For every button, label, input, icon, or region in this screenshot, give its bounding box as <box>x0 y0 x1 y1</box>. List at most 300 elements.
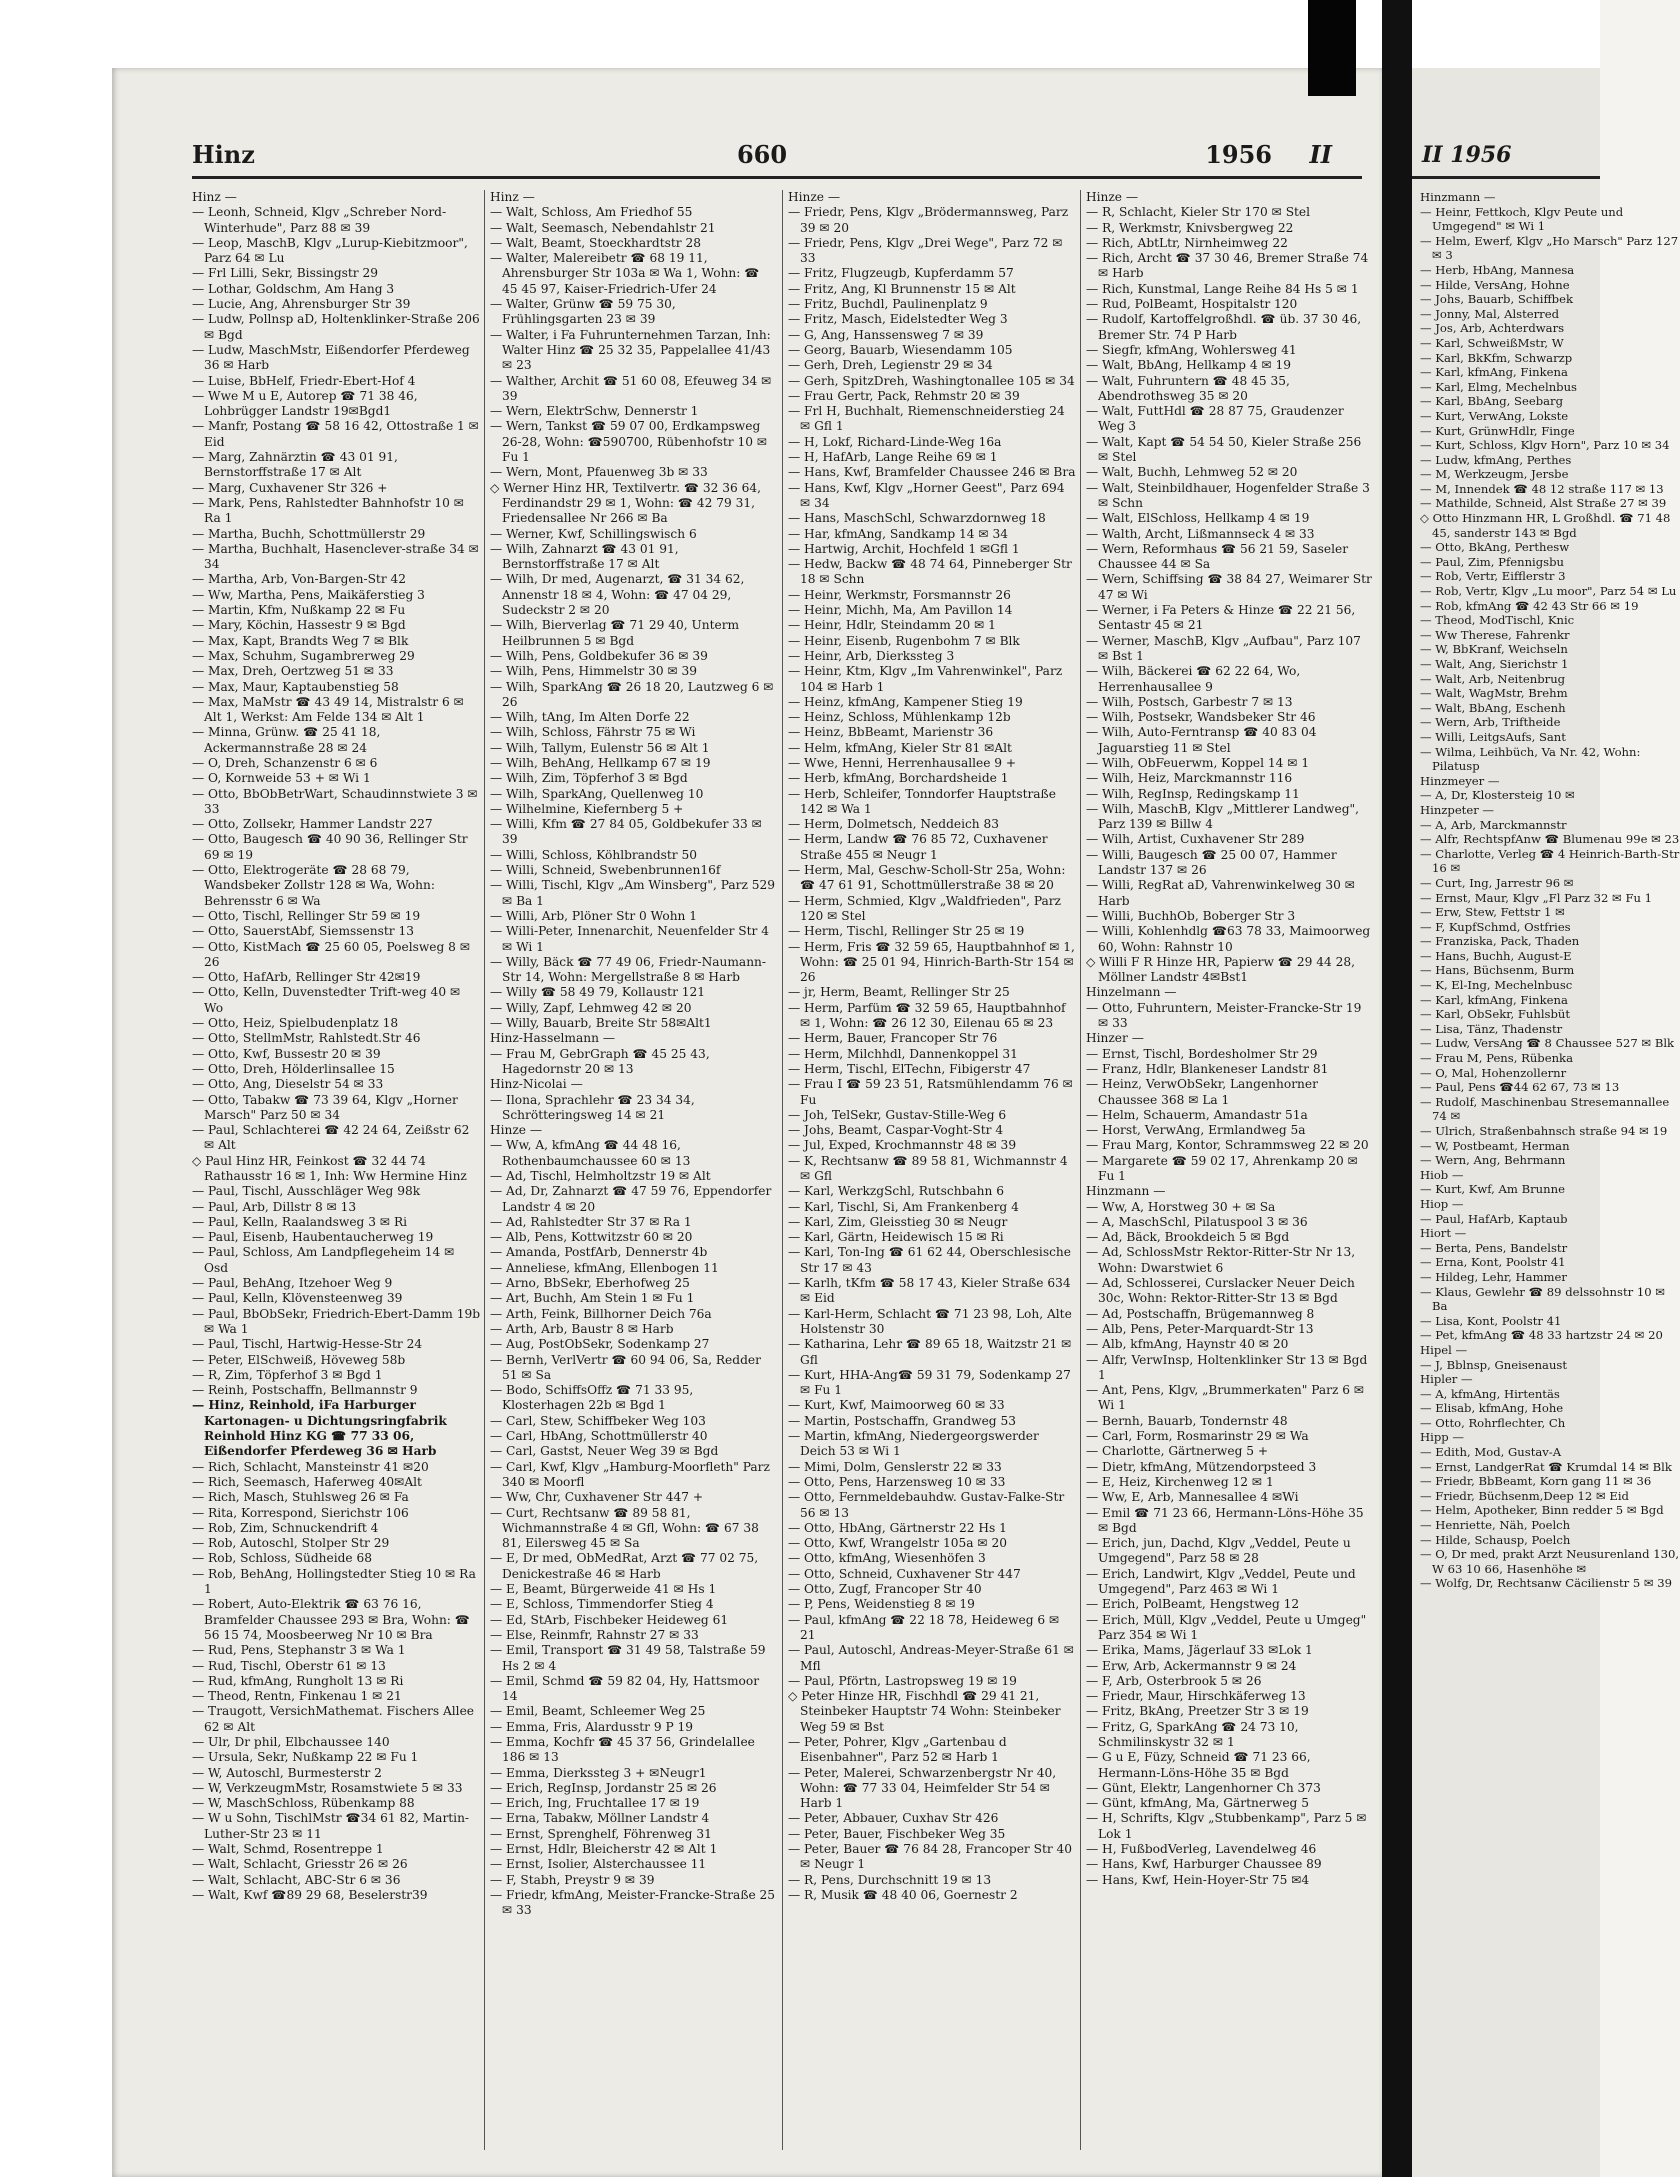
directory-entry: — Wilh, tAng, Im Alten Dorfe 22 <box>490 710 690 725</box>
directory-entry: — Elisab, kfmAng, Hohe <box>1420 1401 1564 1416</box>
directory-entry: — O, Kornweide 53 + ✉ Wi 1 <box>192 771 371 786</box>
directory-entry: — Fritz, Flugzeugb, Kupferdamm 57 <box>788 266 1014 281</box>
registration-mark <box>1308 0 1356 96</box>
directory-entry: — Walther, Archit ☎ 51 60 08, Efeuweg 34 ✉ 39 <box>490 373 772 403</box>
surname-heading: Hipler — <box>1420 1372 1473 1387</box>
directory-entry: — Minna, Grünw. ☎ 25 41 18, Ackermannstraße 28 ✉ 24 <box>192 725 381 755</box>
directory-entry: — Marg, Zahnärztin ☎ 43 01 91, Bernstorffstraße 17 ✉ Alt <box>192 450 398 480</box>
directory-entry: — Walt, Schloss, Am Friedhof 55 <box>490 205 693 220</box>
directory-entry: — Walt, FuttHdl ☎ 28 87 75, Graudenzer Weg 3 <box>1086 404 1344 434</box>
directory-entry: — Heinr, Werkmstr, Forsmannstr 26 <box>788 587 1011 602</box>
directory-entry: — Karl, kfmAng, Finkena <box>1420 365 1568 380</box>
directory-entry: — Carl, Kwf, Klgv „Hamburg-Moorfleth" Parz 340 ✉ Moorfl <box>490 1459 770 1489</box>
surname-heading: Hinze — <box>788 190 841 204</box>
directory-entry: — Karl, Elmg, Mechelnbus <box>1420 379 1577 394</box>
directory-entry: — Hartwig, Archit, Hochfeld 1 ✉Gfl 1 <box>788 541 1020 556</box>
directory-entry: — Paul, Kelln, Klövensteenweg 39 <box>192 1291 403 1306</box>
directory-entry: — Har, kfmAng, Sandkamp 14 ✉ 34 <box>788 526 1008 541</box>
directory-entry: — Leop, MaschB, Klgv „Lurup-Kiebitzmoor", Parz 64 ✉ Lu <box>192 235 468 266</box>
directory-entry: — Otto, SauerstAbf, Siemssenstr 13 <box>192 924 414 939</box>
directory-entry: — Kurt, Kwf, Maimoorweg 60 ✉ 33 <box>788 1398 1005 1413</box>
directory-entry: — Otto, Zollsekr, Hammer Landstr 227 <box>192 817 433 832</box>
directory-entry: — Emil, Beamt, Schleemer Weg 25 <box>490 1704 706 1719</box>
directory-entry: — Margarete ☎ 59 02 17, Ahrenkamp 20 ✉ Fu 1 <box>1086 1153 1358 1183</box>
directory-entry: — Erna, Kont, Poolstr 41 <box>1420 1255 1566 1270</box>
directory-entry: — Ludw, MaschMstr, Eißendorfer Pferdeweg 36 ✉ Harb <box>192 342 470 373</box>
directory-entry: — Ww, A, Horstweg 30 + ✉ Sa <box>1086 1199 1276 1214</box>
directory-entry: — Ad, Bäck, Brookdeich 5 ✉ Bgd <box>1086 1230 1290 1245</box>
directory-entry: — Otto, kfmAng, Wiesenhöfen 3 <box>788 1551 986 1566</box>
directory-entry: — Walt, Schlacht, ABC-Str 6 ✉ 36 <box>192 1872 401 1887</box>
directory-entry: — Walt, ElSchloss, Hellkamp 4 ✉ 19 <box>1086 511 1310 526</box>
directory-entry: — Emma, Fris, Alardusstr 9 P 19 <box>490 1719 694 1734</box>
directory-entry: — Max, Schuhm, Sugambrerweg 29 <box>192 648 415 663</box>
directory-entry: — Friedr, Pens, Klgv „Brödermannsweg, Parz 39 ✉ 20 <box>788 205 1069 235</box>
directory-entry: — Frau M, GebrGraph ☎ 45 25 43, Hagedornstr 20 ✉ 13 <box>490 1046 710 1076</box>
scan-background-left <box>0 0 112 2177</box>
directory-entry: — Theod, ModTischl, Knic <box>1420 613 1575 628</box>
directory-entry: — Herm, Parfüm ☎ 32 59 65, Hauptbahnhof ✉ 1, Wohn: ☎ 26 12 30, Eilenau 65 ✉ 23 <box>788 1000 1066 1031</box>
directory-entry: — Wilh, Bäckerei ☎ 62 22 64, Wo, Herrenhausallee 9 <box>1086 664 1301 694</box>
surname-heading: Hiob — <box>1420 1167 1464 1182</box>
directory-entry: — Helm, kfmAng, Kieler Str 81 ✉Alt <box>788 740 1012 755</box>
directory-entry: — Peter, Abbauer, Cuxhav Str 426 <box>788 1811 999 1826</box>
directory-entry: — Wilh, Pens, Himmelstr 30 ✉ 39 <box>490 664 698 679</box>
directory-entry: — Karl, BkKfm, Schwarzp <box>1420 350 1573 365</box>
directory-entry: — Fritz, Ang, Kl Brunnenstr 15 ✉ Alt <box>788 281 1016 296</box>
directory-entry: — Willy ☎ 58 49 79, Kollaustr 121 <box>490 985 706 1000</box>
directory-entry: — Jul, Exped, Krochmannstr 48 ✉ 39 <box>788 1138 1017 1153</box>
directory-entry: — R, Musik ☎ 48 40 06, Goernestr 2 <box>788 1887 1018 1902</box>
adjacent-column <box>1420 190 1680 1591</box>
directory-entry: — Karl, kfmAng, Finkena <box>1420 992 1568 1007</box>
directory-entry: — Willi-Peter, Innenarchit, Neuenfelder Str 4 ✉ Wi 1 <box>490 924 770 954</box>
directory-entry: — Mimi, Dolm, Genslerstr 22 ✉ 33 <box>788 1459 1002 1474</box>
directory-entry: — Otto, KistMach ☎ 25 60 05, Poelsweg 8 ✉ 26 <box>192 939 471 969</box>
directory-entry: — Carl, Form, Rosmarinstr 29 ✉ Wa <box>1086 1429 1309 1444</box>
adjacent-header-rule <box>1412 176 1600 179</box>
directory-entry: — Herm, Bauer, Francoper Str 76 <box>788 1031 998 1046</box>
directory-entry: — Max, MaMstr ☎ 43 49 14, Mistralstr 6 ✉ Alt 1, Werkst: Am Felde 134 ✉ Alt 1 <box>192 694 464 725</box>
directory-entry: — Fritz, G, SparkAng ☎ 24 73 10, Schmilinskystr 32 ✉ 1 <box>1086 1719 1299 1749</box>
directory-entry: — Wern, ElektrSchw, Dennerstr 1 <box>490 404 699 419</box>
directory-entry: — Ludw, VersAng ☎ 8 Chaussee 527 ✉ Blk <box>1420 1036 1675 1051</box>
directory-entry: — W, BbKranf, Weichseln <box>1420 642 1568 657</box>
directory-entry: — Joh, TelSekr, Gustav-Stille-Weg 6 <box>788 1107 1007 1122</box>
directory-entry: — F, KupfSchmd, Ostfries <box>1420 919 1571 934</box>
directory-entry: — Ernst, Hdlr, Bleicherstr 42 ✉ Alt 1 <box>490 1842 718 1857</box>
directory-entry: — Emil ☎ 71 23 66, Hermann-Löns-Höhe 35 ✉ Bgd <box>1086 1505 1364 1535</box>
page-volume: II <box>1309 140 1332 169</box>
directory-entry: — Heinr, Hdlr, Steindamm 20 ✉ 1 <box>788 618 996 633</box>
directory-entry: — jr, Herm, Beamt, Rellinger Str 25 <box>788 985 1010 1000</box>
directory-entry: — Wilh, BehAng, Hellkamp 67 ✉ 19 <box>490 755 711 770</box>
directory-entry: — Otto, Fuhruntern, Meister-Francke-Str 19 ✉ 33 <box>1086 1000 1362 1031</box>
directory-entry: — Edith, Mod, Gustav-A <box>1420 1445 1562 1460</box>
directory-entry: — Willy, Bäck ☎ 77 49 06, Friedr-Naumann-Str 14, Wohn: Mergellstraße 8 ✉ Harb <box>490 954 767 985</box>
directory-entry: — Wilh, Artist, Cuxhavener Str 289 <box>1086 832 1305 847</box>
directory-entry: — Walt, Schmd, Rosentreppe 1 <box>192 1842 384 1857</box>
directory-entry: — Wern, Arb, Triftheide <box>1420 715 1561 730</box>
directory-entry: — Wilh, Tallym, Eulenstr 56 ✉ Alt 1 <box>490 740 710 755</box>
directory-entry: — Hans, Kwf, Klgv „Horner Geest", Parz 694 ✉ 34 <box>788 480 1065 510</box>
directory-entry: — Walt, Seemasch, Nebendahlstr 21 <box>490 220 716 235</box>
directory-entry: — Otto, Kelln, Duvenstedter Trift-weg 40 ✉ Wo <box>192 985 461 1015</box>
directory-entry: — Rudolf, Kartoffelgroßhdl. ☎ üb. 37 30 46, Bremer Str. 74 P Harb <box>1086 312 1362 342</box>
directory-entry: — Bodo, SchiffsOffz ☎ 71 33 95, Klosterhagen 22b ✉ Bgd 1 <box>490 1383 694 1413</box>
directory-entry: — Paul, Eisenb, Haubentaucherweg 19 <box>192 1230 434 1245</box>
directory-entry: — Paul, Kelln, Raalandsweg 3 ✉ Ri <box>192 1214 408 1229</box>
directory-entry: — Willi, Arb, Plöner Str 0 Wohn 1 <box>490 908 698 923</box>
directory-entry: — Martin, kfmAng, Niedergeorgswerder Deich 53 ✉ Wi 1 <box>788 1429 1039 1459</box>
directory-entry: — Alb, kfmAng, Haynstr 40 ✉ 20 <box>1086 1337 1289 1352</box>
directory-entry: — Wern, Mont, Pfauenweg 3b ✉ 33 <box>490 465 708 480</box>
surname-heading: Hinzmann — <box>1086 1184 1166 1199</box>
directory-entry: — Wilh, SparkAng ☎ 26 18 20, Lautzweg 6 ✉ 26 <box>490 679 774 709</box>
directory-entry: — J, Bblnsp, Gneisenaust <box>1420 1357 1568 1372</box>
directory-entry: — Hans, Kwf, Bramfelder Chaussee 246 ✉ Bra <box>788 465 1076 480</box>
directory-entry: — Emil, Transport ☎ 31 49 58, Talstraße 59 Hs 2 ✉ 4 <box>490 1643 766 1673</box>
directory-entry: — Hans, Kwf, Harburger Chaussee 89 <box>1086 1857 1322 1872</box>
directory-entry: — Walt, Schlacht, Griesstr 26 ✉ 26 <box>192 1857 408 1872</box>
adjacent-page <box>1412 68 1680 2177</box>
directory-entry: — Lucie, Ang, Ahrensburger Str 39 <box>192 297 411 312</box>
directory-entry: — Friedr, Maur, Hirschkäferweg 13 <box>1086 1689 1306 1704</box>
directory-entry: — Heinz, VerwObSekr, Langenhorner Chaussee 368 ✉ La 1 <box>1086 1077 1318 1107</box>
directory-entry: — Herm, Tischl, ElTechn, Fibigerstr 47 <box>788 1061 1031 1076</box>
directory-entry: — Otto, Fernmeldebauhdw. Gustav-Falke-Str 56 ✉ 13 <box>788 1490 1065 1520</box>
directory-entry: — Wern, Reformhaus ☎ 56 21 59, Saseler Chaussee 44 ✉ Sa <box>1086 541 1349 572</box>
directory-entry: — Karl, SchweißMstr, W <box>1420 335 1564 350</box>
directory-entry: — Amanda, PostfArb, Dennerstr 4b <box>490 1245 708 1260</box>
directory-entry: — Hans, MaschSchl, Schwarzdornweg 18 <box>788 511 1046 526</box>
directory-entry: — Werner, MaschB, Klgv „Aufbau", Parz 107 ✉ Bst 1 <box>1086 633 1361 663</box>
directory-entry: — Helm, Schauerm, Amandastr 51a <box>1086 1107 1308 1122</box>
directory-entry: — Peter, Malerei, Schwarzenbergstr Nr 40, Wohn: ☎ 77 33 04, Heimfelder Str 54 ✉ Harb 1 <box>788 1765 1057 1811</box>
directory-entry: — K, Rechtsanw ☎ 89 58 81, Wichmannstr 4 ✉ Gfl <box>788 1153 1068 1183</box>
directory-entry: — Dietr, kfmAng, Mützendorpsteed 3 <box>1086 1459 1317 1474</box>
directory-entry: — Ludw, Pollnsp aD, Holtenklinker-Straße 206 ✉ Bgd <box>192 312 480 342</box>
directory-entry: — Hilde, Schausp, Poelch <box>1420 1532 1571 1547</box>
directory-entry: — Arth, Arb, Baustr 8 ✉ Harb <box>490 1321 674 1336</box>
directory-entry: — Otto, BkAng, Perthesw <box>1420 540 1570 555</box>
directory-entry: — Fritz, Masch, Eidelstedter Weg 3 <box>788 312 1008 327</box>
column-divider <box>484 190 485 2150</box>
directory-entry: — Paul, Autoschl, Andreas-Meyer-Straße 61 ✉ Mfl <box>788 1643 1074 1673</box>
directory-entry: ◇ Willi F R Hinze HR, Papierw ☎ 29 44 28, Möllner Landstr 4✉Bst1 <box>1086 954 1356 985</box>
directory-entry: ◇ Otto Hinzmann HR, L Großhdl. ☎ 71 48 45, sanderstr 143 ✉ Bgd <box>1420 511 1671 540</box>
directory-entry: — Katharina, Lehr ☎ 89 65 18, Waitzstr 21 ✉ Gfl <box>788 1337 1072 1367</box>
directory-entry: — Wilma, Leihbüch, Va Nr. 42, Wohn: Pilatusp <box>1420 744 1641 774</box>
directory-entry: — Bernh, Bauarb, Tondernstr 48 <box>1086 1413 1288 1428</box>
directory-entry: — Wilh, Dr med, Augenarzt, ☎ 31 34 62, Annenstr 18 ✉ 4, Wohn: ☎ 47 04 29, Sudeckstr 2 ✉ 20 <box>490 572 745 618</box>
directory-entry: — Otto, Dreh, Hölderlinsallee 15 <box>192 1061 395 1076</box>
directory-entry: — Willi, Kohlenhdlg ☎63 78 33, Maimoorweg 60, Wohn: Rahnstr 10 <box>1086 924 1371 954</box>
directory-entry: — Klaus, Gewlehr ☎ 89 delssohnstr 10 ✉ Ba <box>1420 1284 1666 1314</box>
directory-entry: — Rich, Archt ☎ 37 30 46, Bremer Straße 74 ✉ Harb <box>1086 251 1369 281</box>
directory-entry: — Heinz, Schloss, Mühlenkamp 12b <box>788 710 1011 725</box>
directory-entry: — Otto, Pens, Harzensweg 10 ✉ 33 <box>788 1474 1006 1489</box>
directory-entry: — Herm, Tischl, Rellinger Str 25 ✉ 19 <box>788 924 1025 939</box>
directory-entry: — Otto, HbAng, Gärtnerstr 22 Hs 1 <box>788 1520 1007 1535</box>
directory-entry: — Lothar, Goldschm, Am Hang 3 <box>192 281 395 296</box>
directory-entry: — M, Werkzeugm, Jersbe <box>1420 467 1569 482</box>
directory-entry: — Ad, Dr, Zahnarzt ☎ 47 59 76, Eppendorfer Landstr 4 ✉ 20 <box>490 1184 772 1214</box>
directory-entry: — Rich, Seemasch, Haferweg 40✉Alt <box>192 1474 422 1489</box>
directory-entry: — Ernst, Sprenghelf, Föhrenweg 31 <box>490 1826 712 1841</box>
directory-entry: — Erich, Ing, Fruchtallee 17 ✉ 19 <box>490 1796 700 1811</box>
directory-entry: — R, Pens, Durchschnitt 19 ✉ 13 <box>788 1872 992 1887</box>
directory-entry: — Paul, Schlachterei ☎ 42 24 64, Zeißstr 62 ✉ Alt <box>192 1123 470 1153</box>
surname-heading: Hipel — <box>1420 1342 1468 1357</box>
directory-entry: — Herb, kfmAng, Borchardsheide 1 <box>788 771 1009 786</box>
directory-entry: — Otto, Rohrflechter, Ch <box>1420 1415 1566 1430</box>
directory-entry: — Max, Kapt, Brandts Weg 7 ✉ Blk <box>192 633 409 648</box>
directory-entry: — Herm, Fris ☎ 32 59 65, Hauptbahnhof ✉ 1, Wohn: ☎ 25 01 94, Hinrich-Barth-Str 154 ✉ 26 <box>788 939 1075 985</box>
directory-entry: — Otto, StellmMstr, Rahlstedt.Str 46 <box>192 1031 421 1046</box>
directory-entry: — Fritz, BkAng, Preetzer Str 3 ✉ 19 <box>1086 1704 1309 1719</box>
directory-entry: — Paul, HafArb, Kaptaub <box>1420 1211 1568 1226</box>
directory-entry: — A, Arb, Marckmannstr <box>1420 817 1567 832</box>
directory-entry: — W, MaschSchloss, Rübenkamp 88 <box>192 1796 415 1811</box>
directory-entry: — Frl H, Buchhalt, Riemenschneiderstieg 24 ✉ Gfl 1 <box>788 404 1065 434</box>
directory-entry: — Wern, Ang, Behrmann <box>1420 1153 1566 1168</box>
directory-entry: — Ww Therese, Fahrenkr <box>1420 627 1570 642</box>
directory-entry: — Rob, BehAng, Hollingstedter Stieg 10 ✉ Ra 1 <box>192 1566 476 1597</box>
directory-entry: — E, Dr med, ObMedRat, Arzt ☎ 77 02 75, Denickestraße 46 ✉ Harb <box>490 1551 759 1581</box>
directory-entry: — Alfr, VerwInsp, Holtenklinker Str 13 ✉ Bgd 1 <box>1086 1352 1368 1382</box>
directory-entry: — Hedw, Backw ☎ 48 74 64, Pinneberger Str 18 ✉ Schn <box>788 557 1072 587</box>
directory-entry: — Traugott, VersichMathemat. Fischers Allee 62 ✉ Alt <box>192 1704 475 1734</box>
directory-entry: — Manfr, Postang ☎ 58 16 42, Ottostraße 1 ✉ Eid <box>192 419 479 449</box>
directory-entry: — Ww, Chr, Cuxhavener Str 447 + <box>490 1490 704 1505</box>
directory-entry: — Walt, Fuhruntern ☎ 48 45 35, Abendrothsweg 35 ✉ 20 <box>1086 373 1290 403</box>
directory-entry: — Otto, Zugf, Francoper Str 40 <box>788 1582 982 1597</box>
directory-entry: — Walt, Beamt, Stoeckhardtstr 28 <box>490 235 701 250</box>
directory-entry: — W, VerkzeugmMstr, Rosamstwiete 5 ✉ 33 <box>192 1780 463 1795</box>
directory-entry: — Johs, Bauarb, Schiffbek <box>1420 292 1573 307</box>
directory-entry: — Ernst, LandgerRat ☎ Krumdal 14 ✉ Blk <box>1420 1459 1672 1474</box>
directory-entry: — Carl, Gastst, Neuer Weg 39 ✉ Bgd <box>490 1444 719 1459</box>
directory-entry: — Willi, Tischl, Klgv „Am Winsberg", Parz 529 ✉ Ba 1 <box>490 878 776 908</box>
page-year: 1956 <box>1205 140 1272 169</box>
directory-entry: — Willi, RegRat aD, Vahrenwinkelweg 30 ✉ Harb <box>1086 878 1356 908</box>
directory-entry: — Charlotte, Gärtnerweg 5 + <box>1086 1444 1269 1459</box>
directory-entry: — Helm, Ewerf, Klgv „Ho Marsch" Parz 127 ✉ 3 <box>1420 233 1679 263</box>
directory-entry: — Otto, Elektrogeräte ☎ 28 68 79, Wandsbeker Zollstr 128 ✉ Wa, Wohn: Behrensstr 6 ✉ Wa <box>192 863 435 908</box>
directory-entry: — Robert, Auto-Elektrik ☎ 63 76 16, Bramfelder Chaussee 293 ✉ Bra, Wohn: ☎ 56 15 74, Moosbeerweg Nr 10 ✉ Bra <box>192 1597 470 1642</box>
directory-entry: — Heinz, BbBeamt, Marienstr 36 <box>788 725 994 740</box>
directory-entry: — Lisa, Tänz, Thadenstr <box>1420 1021 1563 1036</box>
directory-entry: — Erich, RegInsp, Jordanstr 25 ✉ 26 <box>490 1780 717 1795</box>
directory-entry: — Peter, Pohrer, Klgv „Gartenbau d Eisenbahner", Parz 52 ✉ Harb 1 <box>788 1734 1007 1765</box>
directory-entry: — M, Innendek ☎ 48 12 straße 117 ✉ 13 <box>1420 481 1664 496</box>
directory-entry: — Hildeg, Lehr, Hammer <box>1420 1269 1567 1284</box>
directory-entry: — Aug, PostObSekr, Sodenkamp 27 <box>490 1337 710 1352</box>
directory-entry: — Alfr, RechtspfAnw ☎ Blumenau 99e ✉ 23 <box>1420 832 1680 847</box>
directory-entry: — Willi, Baugesch ☎ 25 00 07, Hammer Landstr 137 ✉ 26 <box>1086 847 1337 878</box>
directory-entry: — Hinz, Reinhold, iFa Harburger Kartonagen- u Dichtungsringfabrik Reinhold Hinz KG ☎ 77 33 06, Eißendorfer Pferdeweg 36 ✉ Harb <box>192 1398 447 1459</box>
directory-entry: — Rudolf, Maschinenbau Stresemannallee 74 ✉ <box>1420 1094 1670 1124</box>
directory-entry: — Bernh, VerlVertr ☎ 60 94 06, Sa, Redder 51 ✉ Sa <box>490 1352 761 1382</box>
directory-entry: — Rita, Korrespond, Sierichstr 106 <box>192 1505 409 1520</box>
directory-entry: — Frau I ☎ 59 23 51, Ratsmühlendamm 76 ✉ Fu <box>788 1077 1073 1107</box>
directory-entry: — Martha, Arb, Von-Bargen-Str 42 <box>192 572 407 587</box>
directory-entry: — Karl, ObSekr, Fuhlsbüt <box>1420 1007 1571 1022</box>
directory-entry: — Charlotte, Verleg ☎ 4 Heinrich-Barth-Str 16 ✉ <box>1420 846 1680 876</box>
directory-entry: — Alb, Pens, Peter-Marquardt-Str 13 <box>1086 1321 1314 1336</box>
directory-entry: — Kurt, Kwf, Am Brunne <box>1420 1182 1565 1197</box>
directory-entry: — Max, Maur, Kaptaubenstieg 58 <box>192 679 399 694</box>
directory-entry: — Karl-Herm, Schlacht ☎ 71 23 98, Loh, Alte Holstenstr 30 <box>788 1306 1072 1336</box>
directory-entry: — Herm, Dolmetsch, Neddeich 83 <box>788 817 1000 832</box>
directory-entry: — Wilh, Postsch, Garbestr 7 ✉ 13 <box>1086 694 1293 709</box>
surname-heading: Hiort — <box>1420 1226 1467 1241</box>
directory-entry: — R, Schlacht, Kieler Str 170 ✉ Stel <box>1086 205 1311 220</box>
directory-entry: — Willi, BuchhOb, Boberger Str 3 <box>1086 908 1296 923</box>
surname-heading: Hinzmann — <box>1420 190 1496 204</box>
directory-entry: — Erich, jun, Dachd, Klgv „Veddel, Peute u Umgegend", Parz 58 ✉ 28 <box>1086 1536 1351 1566</box>
column-3 <box>788 190 1076 1903</box>
surname-heading: Hinze — <box>1086 190 1139 204</box>
directory-entry: — H, HafArb, Lange Reihe 69 ✉ 1 <box>788 450 998 465</box>
directory-entry: — Emil, Schmd ☎ 59 82 04, Hy, Hattsmoor 14 <box>490 1673 760 1704</box>
directory-entry: — Hans, Kwf, Hein-Hoyer-Str 75 ✉4 <box>1086 1872 1310 1887</box>
directory-entry: — Gerh, Dreh, Legienstr 29 ✉ 34 <box>788 358 993 373</box>
directory-entry: — Ernst, Maur, Klgv „Fl Parz 32 ✉ Fu 1 <box>1420 890 1653 905</box>
surname-heading: Hinz-Hasselmann — <box>490 1031 616 1046</box>
directory-entry: — Paul, Schloss, Am Landpflegeheim 14 ✉ Osd <box>192 1245 455 1275</box>
directory-entry: — Willi, LeitgsAufs, Sant <box>1420 729 1566 744</box>
directory-entry: — Kurt, Schloss, Klgv Horn", Parz 10 ✉ 34 <box>1420 438 1670 453</box>
directory-entry: — Walter, Grünw ☎ 59 75 30, Frühlingsgarten 23 ✉ 39 <box>490 297 676 327</box>
surname-heading: Hinz-Nicolai — <box>490 1077 583 1092</box>
directory-entry: ◇ Peter Hinze HR, Fischhdl ☎ 29 41 21, Steinbeker Hauptstr 74 Wohn: Steinbeker Weg 59 ✉ Bst <box>788 1689 1061 1734</box>
directory-entry: — Walt, Steinbildhauer, Hogenfelder Straße 3 ✉ Schn <box>1086 480 1370 510</box>
directory-entry: — Erw, Stew, Fettstr 1 ✉ <box>1420 905 1565 920</box>
directory-entry: — P, Pens, Weidenstieg 8 ✉ 19 <box>788 1597 975 1612</box>
directory-entry: — Peter, Bauer, Fischbeker Weg 35 <box>788 1826 1006 1841</box>
directory-entry: — H, Lokf, Richard-Linde-Weg 16a <box>788 434 1002 449</box>
directory-entry: — Wilh, ObFeuerwm, Koppel 14 ✉ 1 <box>1086 755 1310 770</box>
directory-entry: — Ulr, Dr phil, Elbchaussee 140 <box>192 1734 390 1749</box>
directory-entry: — Ad, Schlosserei, Curslacker Neuer Deich 30c, Wohn: Rektor-Ritter-Str 13 ✉ Bgd <box>1086 1276 1355 1306</box>
directory-entry: — Ernst, Tischl, Bordesholmer Str 29 <box>1086 1046 1318 1061</box>
directory-entry: — Ad, Tischl, Helmholtzstr 19 ✉ Alt <box>490 1169 711 1183</box>
directory-entry: — Heinr, Eisenb, Rugenbohm 7 ✉ Blk <box>788 633 1020 648</box>
directory-entry: — Frau M, Pens, Rübenka <box>1420 1051 1573 1066</box>
directory-entry: — Günt, Elektr, Langenhorner Ch 373 <box>1086 1780 1321 1795</box>
directory-entry: — Karl, Zim, Gleisstieg 30 ✉ Neugr <box>788 1214 1008 1229</box>
directory-entry: — Wwe, Henni, Herrenhausallee 9 + <box>788 755 1017 770</box>
directory-entry: — Emma, Dierkssteg 3 + ✉Neugr1 <box>490 1765 707 1780</box>
column-4 <box>1086 190 1374 1888</box>
directory-entry: — Otto, Baugesch ☎ 40 90 36, Rellinger Str 69 ✉ 19 <box>192 832 468 862</box>
directory-entry: — Willy, Bauarb, Breite Str 58✉Alt1 <box>490 1016 712 1031</box>
directory-entry: — Werner, Kwf, Schillingswisch 6 <box>490 526 697 541</box>
directory-entry: — Wolfg, Dr, Rechtsanw Cäcilienstr 5 ✉ 39 <box>1420 1576 1673 1591</box>
directory-entry: — Erna, Tabakw, Möllner Landstr 4 <box>490 1811 710 1826</box>
directory-entry: — Carl, Stew, Schiffbeker Weg 103 <box>490 1413 706 1428</box>
directory-entry: — Karl, Ton-Ing ☎ 61 62 44, Oberschlesische Str 17 ✉ 43 <box>788 1245 1071 1275</box>
directory-entry: — Fritz, Buchdl, Paulinenplatz 9 <box>788 297 988 312</box>
directory-entry: — Wern, Schiffsing ☎ 38 84 27, Weimarer Str 47 ✉ Wi <box>1086 572 1372 602</box>
directory-entry: — Otto, Kwf, Bussestr 20 ✉ 39 <box>192 1046 381 1061</box>
directory-entry: — O, Mal, Hohenzollernr <box>1420 1065 1567 1080</box>
directory-entry: — Wilh, Zahnarzt ☎ 43 01 91, Bernstorffstraße 17 ✉ Alt <box>490 541 679 572</box>
directory-entry: — Paul, BbObSekr, Friedrich-Ebert-Damm 19b ✉ Wa 1 <box>192 1306 481 1336</box>
surname-heading: Hinz — <box>192 190 237 204</box>
directory-entry: — Otto, BbObBetrWart, Schaudinnstwiete 3 ✉ 33 <box>192 786 478 816</box>
directory-entry: — Karl, WerkzgSchl, Rutschbahn 6 <box>788 1184 1004 1199</box>
directory-entry: — E, Beamt, Bürgerweide 41 ✉ Hs 1 <box>490 1582 717 1597</box>
directory-entry: — Ww, A, kfmAng ☎ 44 48 16, Rothenbaumchaussee 60 ✉ 13 <box>490 1138 691 1168</box>
directory-entry: — Karl, Gärtn, Heidewisch 15 ✉ Ri <box>788 1230 1004 1245</box>
directory-entry: — Berta, Pens, Bandelstr <box>1420 1240 1568 1255</box>
directory-entry: — Erich, Müll, Klgv „Veddel, Peute u Umgeg" Parz 354 ✉ Wi 1 <box>1086 1612 1367 1642</box>
directory-entry: — E, Schloss, Timmendorfer Stieg 4 <box>490 1597 714 1612</box>
directory-entry: — Reinh, Postschaffn, Bellmannstr 9 <box>192 1383 418 1398</box>
directory-entry: — Herm, Mal, Geschw-Scholl-Str 25a, Wohn: ☎ 47 61 91, Schottmüllerstraße 38 ✉ 20 <box>788 863 1066 893</box>
directory-entry: — Paul, Arb, Dillstr 8 ✉ 13 <box>192 1199 357 1214</box>
directory-entry: — Heinr, Fettkoch, Klgv Peute und Umgegend" ✉ Wi 1 <box>1420 204 1624 234</box>
directory-entry: — R, Zim, Töpferhof 3 ✉ Bgd 1 <box>192 1367 383 1382</box>
surname-heading: Hinze — <box>490 1123 543 1138</box>
directory-entry: — Gerh, SpitzDreh, Washingtonallee 105 ✉ 34 <box>788 373 1075 388</box>
directory-entry: — Wilh, Auto-Ferntransp ☎ 40 83 04 Jaguarstieg 11 ✉ Stel <box>1086 725 1317 755</box>
directory-entry: — R, Werkmstr, Knivsbergweg 22 <box>1086 220 1294 235</box>
directory-entry: — Heinr, Ktm, Klgv „Im Vahrenwinkel", Parz 104 ✉ Harb 1 <box>788 664 1063 694</box>
directory-entry: — Ad, SchlossMstr Rektor-Ritter-Str Nr 13, Wohn: Dwarstwiet 6 <box>1086 1245 1356 1275</box>
directory-entry: — Willi, Schloss, Köhlbrandstr 50 <box>490 847 697 862</box>
directory-entry: — A, Dr, Klostersteig 10 ✉ <box>1420 788 1575 803</box>
directory-entry: — Ilona, Sprachlehr ☎ 23 34 34, Schrötteringsweg 14 ✉ 21 <box>490 1092 695 1122</box>
directory-entry: — Rich, Masch, Stuhlsweg 26 ✉ Fa <box>192 1490 409 1505</box>
directory-entry: — Walt, WagMstr, Brehm <box>1420 686 1568 701</box>
directory-entry: — Rob, Autoschl, Stolper Str 29 <box>192 1536 390 1551</box>
directory-entry: — Hilde, VersAng, Hohne <box>1420 277 1570 292</box>
directory-entry: — Rob, Vertr, Eifflerstr 3 <box>1420 569 1566 584</box>
directory-entry: ◇ Werner Hinz HR, Textilvertr. ☎ 32 36 64, Ferdinandstr 29 ✉ 1, Wohn: ☎ 42 79 31, Friedensallee Nr 266 ✉ Ba <box>490 480 762 526</box>
directory-entry: — Peter, ElSchweiß, Höveweg 58b <box>192 1352 406 1367</box>
directory-entry: — Martin, Kfm, Nußkamp 22 ✉ Fu <box>192 603 406 618</box>
directory-entry: — Franz, Hdlr, Blankeneser Landstr 81 <box>1086 1061 1329 1076</box>
directory-entry: — Otto, Heiz, Spielbudenplatz 18 <box>192 1016 399 1031</box>
directory-entry: — Emma, Kochfr ☎ 45 37 56, Grindelallee 186 ✉ 13 <box>490 1734 755 1765</box>
directory-entry: — Rob, Schloss, Südheide 68 <box>192 1551 372 1566</box>
directory-entry: — Wilh, Zim, Töpferhof 3 ✉ Bgd <box>490 771 688 786</box>
directory-entry: — A, MaschSchl, Pilatuspool 3 ✉ 36 <box>1086 1214 1308 1229</box>
directory-entry: — Pet, kfmAng ☎ 48 33 hartzstr 24 ✉ 20 <box>1420 1328 1663 1343</box>
directory-entry: — Walt, Buchh, Lehmweg 52 ✉ 20 <box>1086 465 1298 480</box>
directory-entry: — Wilh, RegInsp, Redingskamp 11 <box>1086 786 1300 801</box>
directory-entry: — Karl, BbAng, Seebarg <box>1420 394 1564 409</box>
directory-entry: — Heinr, Michh, Ma, Am Pavillon 14 <box>788 603 1013 618</box>
directory-entry: — Curt, Rechtsanw ☎ 89 58 81, Wichmannstraße 4 ✉ Gfl, Wohn: ☎ 67 38 81, Eilersweg 45 ✉ Sa <box>490 1505 759 1551</box>
directory-entry: — Herm, Landw ☎ 76 85 72, Cuxhavener Straße 455 ✉ Neugr 1 <box>788 832 1048 862</box>
adjacent-page-header: II 1956 <box>1422 142 1512 168</box>
directory-entry: — Paul, BehAng, Itzehoer Weg 9 <box>192 1276 393 1291</box>
directory-entry: — Friedr, kfmAng, Meister-Francke-Straße 25 ✉ 33 <box>490 1887 776 1918</box>
directory-entry: — Erw, Arb, Ackermannstr 9 ✉ 24 <box>1086 1658 1297 1673</box>
surname-heading: Hinz — <box>490 190 535 204</box>
column-2 <box>490 190 778 1919</box>
directory-entry: — Curt, Ing, Jarrestr 96 ✉ <box>1420 875 1574 890</box>
directory-entry: — Walth, Archt, Lißmannseck 4 ✉ 33 <box>1086 526 1315 541</box>
directory-entry: — Werner, i Fa Peters & Hinze ☎ 22 21 56, Sentastr 45 ✉ 21 <box>1086 603 1356 633</box>
directory-entry: — Günt, kfmAng, Ma, Gärtnerweg 5 <box>1086 1796 1309 1811</box>
directory-entry: — Wilh, Heiz, Marckmannstr 116 <box>1086 771 1293 786</box>
